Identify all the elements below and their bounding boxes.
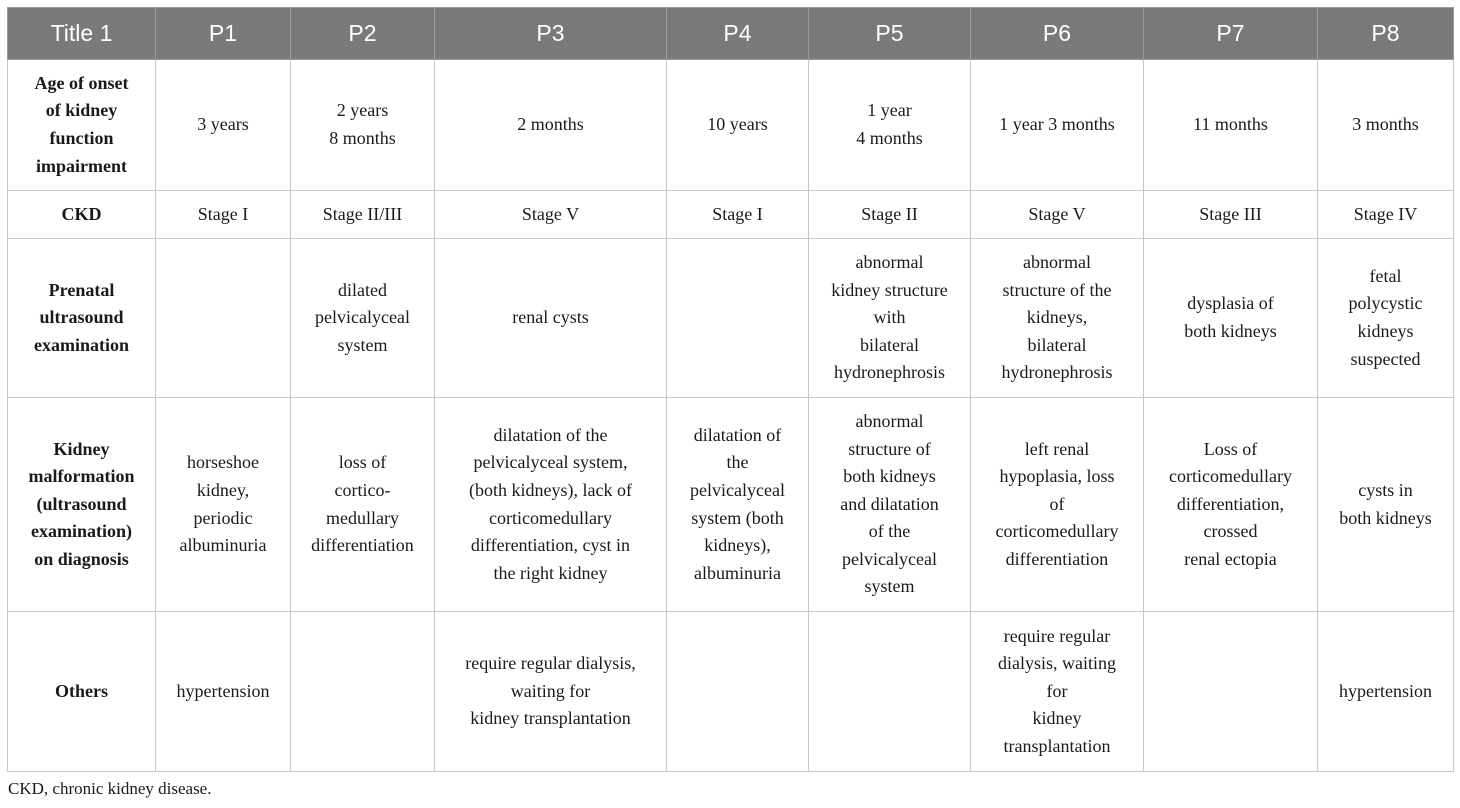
table-cell-p4 — [667, 60, 809, 191]
header-p2: P2 — [291, 8, 435, 60]
cell-text: 11 months — [1193, 114, 1268, 135]
row-label-text: CKD — [61, 203, 102, 224]
table-cell-p7 — [1144, 239, 1318, 398]
row-label-text: Others — [55, 680, 108, 701]
table-row-prenatal-ultrasound — [8, 239, 1454, 398]
cell-text: dilated pelvicalyceal system — [315, 279, 410, 355]
row-label — [8, 398, 156, 612]
table-cell-p6 — [971, 239, 1144, 398]
cell-text: 1 year 3 months — [999, 114, 1115, 135]
table-cell-p7 — [1144, 612, 1318, 772]
table-cell-p1 — [156, 60, 291, 191]
table-cell-p5 — [809, 191, 971, 239]
table-cell-p5 — [809, 60, 971, 191]
header-title: Title 1 — [8, 8, 156, 60]
cell-text: Stage V — [1028, 203, 1086, 224]
table-cell-p2 — [291, 60, 435, 191]
header-p5: P5 — [809, 8, 971, 60]
table-cell-p8 — [1318, 239, 1454, 398]
table-cell-p1 — [156, 191, 291, 239]
row-label — [8, 191, 156, 239]
header-p7: P7 — [1144, 8, 1318, 60]
row-label-text: Kidney malformation (ultrasound examination) on diagnosis — [28, 438, 135, 569]
cell-text: 10 years — [707, 114, 768, 135]
table-cell-p4 — [667, 612, 809, 772]
cell-text: Loss of corticomedullary differentiation, crossed renal ectopia — [1169, 438, 1292, 569]
cell-text: dilatation of the pelvicalyceal system, (both kidneys), lack of corticomedullary differentiation, cyst in the right kidney — [469, 424, 632, 583]
table-cell-p7 — [1144, 60, 1318, 191]
table-cell-p3 — [435, 60, 667, 191]
table-header — [8, 8, 1454, 60]
cell-text: hypertension — [1339, 680, 1432, 701]
cell-text: Stage I — [197, 203, 249, 224]
table-row-kidney-malformation — [8, 398, 1454, 612]
table-cell-p6 — [971, 191, 1144, 239]
row-label — [8, 239, 156, 398]
table-body — [8, 60, 1454, 772]
table-cell-p8 — [1318, 191, 1454, 239]
table-footnote: CKD, chronic kidney disease. — [8, 779, 212, 798]
cell-text: 2 months — [517, 114, 584, 135]
cell-text: Stage IV — [1353, 203, 1418, 224]
cell-text: abnormal structure of both kidneys and dilatation of the pelvicalyceal system — [840, 410, 939, 597]
cell-text: renal cysts — [512, 307, 589, 328]
cell-text: abnormal kidney structure with bilateral hydronephrosis — [831, 252, 948, 383]
table-cell-p2 — [291, 191, 435, 239]
cell-text: require regular dialysis, waiting for kidney transplantation — [998, 625, 1116, 756]
table-cell-p1 — [156, 612, 291, 772]
table-cell-p4 — [667, 239, 809, 398]
cell-text: hypertension — [176, 680, 270, 701]
table-cell-p5 — [809, 239, 971, 398]
table-cell-p7 — [1144, 191, 1318, 239]
cell-text: 2 years 8 months — [329, 100, 396, 148]
table-cell-p4 — [667, 398, 809, 612]
cell-text: horseshoe kidney, periodic albuminuria — [179, 452, 267, 556]
table-cell-p3 — [435, 612, 667, 772]
header-p6: P6 — [971, 8, 1144, 60]
header-p4: P4 — [667, 8, 809, 60]
cell-text: 3 months — [1352, 114, 1419, 135]
header-row — [8, 8, 1454, 60]
table-cell-p8 — [1318, 398, 1454, 612]
cell-text: Stage V — [521, 203, 580, 224]
table-cell-p8 — [1318, 60, 1454, 191]
table-cell-p2 — [291, 398, 435, 612]
table-cell-p7 — [1144, 398, 1318, 612]
row-label — [8, 60, 156, 191]
header-p3: P3 — [435, 8, 667, 60]
cell-text: abnormal structure of the kidneys, bilateral hydronephrosis — [1001, 252, 1113, 383]
cell-text: loss of cortico- medullary differentiation — [311, 452, 414, 556]
table-row-ckd — [8, 191, 1454, 239]
cell-text: Stage I — [712, 203, 763, 224]
table-cell-p1 — [156, 398, 291, 612]
cell-text: dilatation of the pelvicalyceal system (both kidneys), albuminuria — [690, 424, 785, 583]
table-cell-p3 — [435, 398, 667, 612]
table-cell-p5 — [809, 398, 971, 612]
clinical-data-table — [7, 7, 1454, 772]
cell-text: Stage III — [1199, 203, 1262, 224]
table-row-age-of-onset — [8, 60, 1454, 191]
cell-text: fetal polycystic kidneys suspected — [1348, 265, 1423, 369]
table-cell-p5 — [809, 612, 971, 772]
cell-text: require regular dialysis, waiting for kidney transplantation — [465, 653, 636, 729]
cell-text: Stage II/III — [322, 203, 403, 224]
table-cell-p2 — [291, 612, 435, 772]
table-cell-p2 — [291, 239, 435, 398]
table-cell-p6 — [971, 398, 1144, 612]
row-label-text: Prenatal ultrasound examination — [33, 279, 129, 355]
cell-text: 1 year 4 months — [856, 100, 923, 148]
row-label — [8, 612, 156, 772]
cell-text: Stage II — [861, 203, 918, 224]
table-cell-p3 — [435, 239, 667, 398]
row-label-text: Age of onset of kidney function impairment — [34, 72, 129, 176]
table-cell-p8 — [1318, 612, 1454, 772]
table-cell-p6 — [971, 60, 1144, 191]
header-p1: P1 — [156, 8, 291, 60]
table-cell-p6 — [971, 612, 1144, 772]
table-cell-p3 — [435, 191, 667, 239]
cell-text: 3 years — [197, 114, 249, 135]
table-row-others — [8, 612, 1454, 772]
table-cell-p4 — [667, 191, 809, 239]
cell-text: dysplasia of both kidneys — [1184, 293, 1277, 341]
table-cell-p1 — [156, 239, 291, 398]
cell-text: cysts in both kidneys — [1339, 479, 1432, 528]
cell-text: left renal hypoplasia, loss of corticomedullary differentiation — [995, 438, 1119, 569]
header-p8: P8 — [1318, 8, 1454, 60]
